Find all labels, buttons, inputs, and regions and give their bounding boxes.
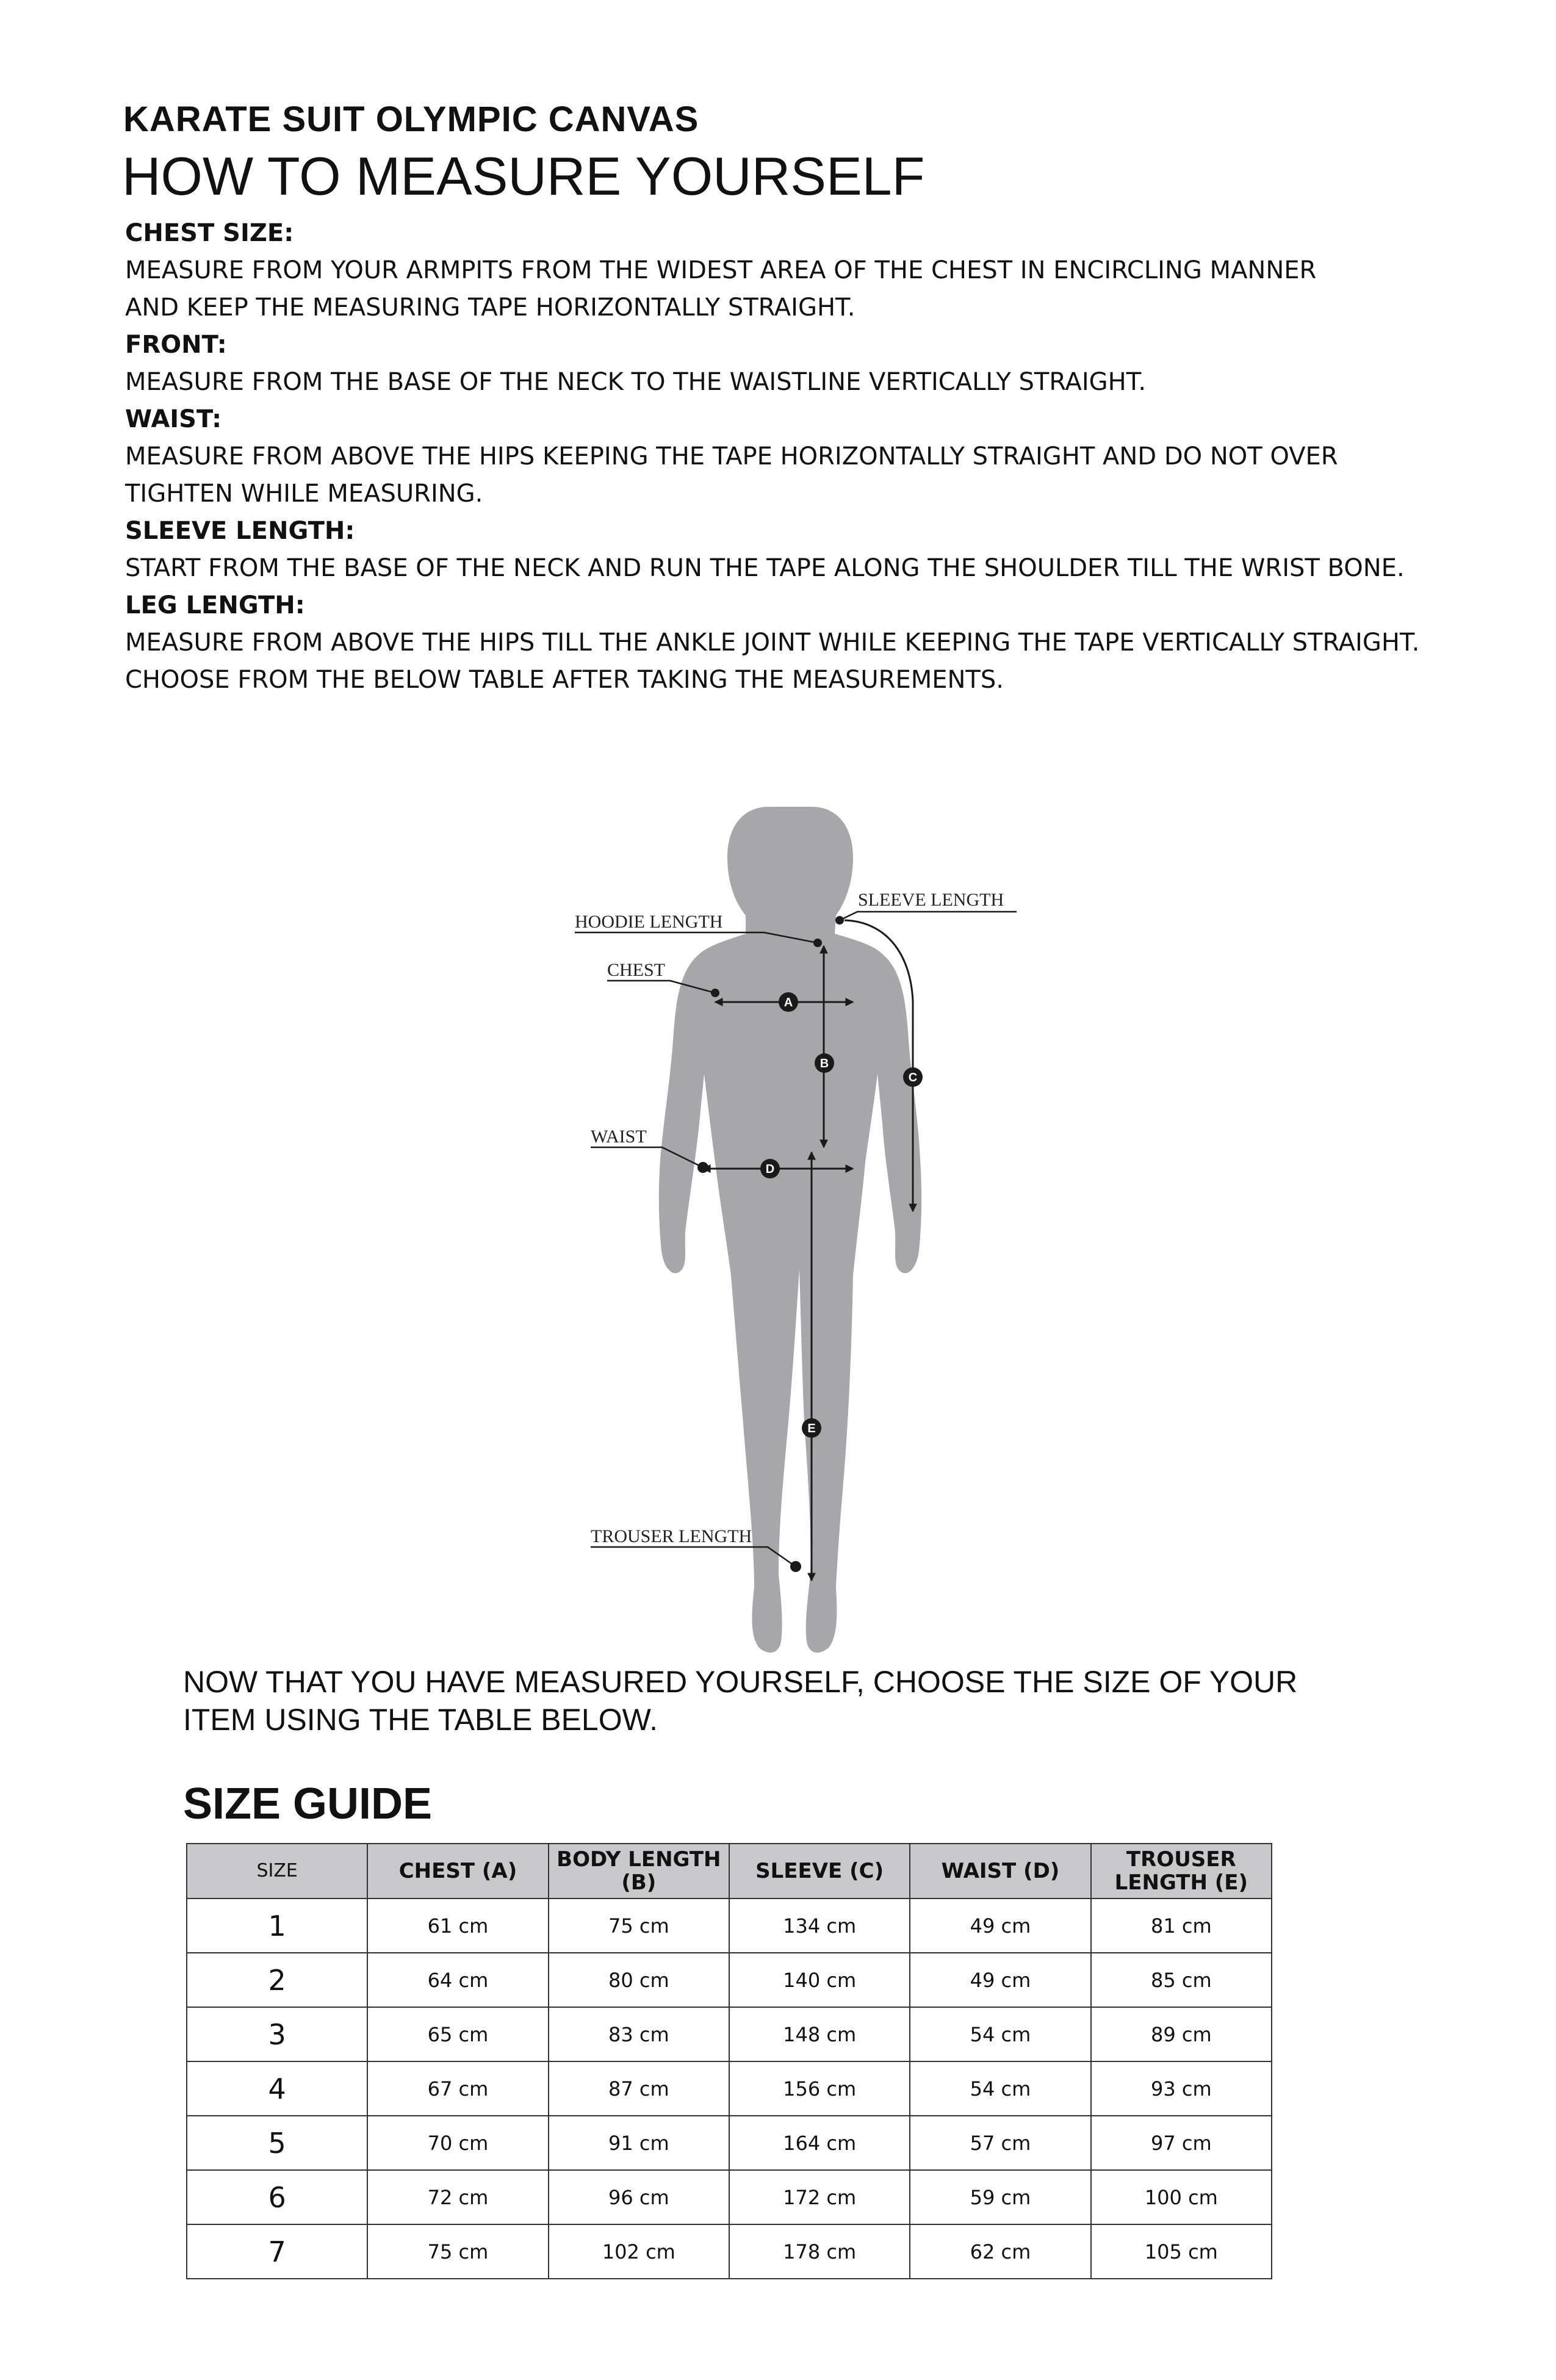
instruction-line: MEASURE FROM THE BASE OF THE NECK TO THE WAISTLINE VERTICALLY STRAIGHT. [125, 368, 1147, 396]
marker-e [802, 1418, 821, 1438]
table-cell: 100 cm [1091, 2170, 1272, 2224]
table-header-row [187, 1844, 1272, 1899]
instruction-leg [125, 587, 1468, 699]
table-cell: 91 cm [549, 2116, 729, 2170]
instruction-line: MEASURE FROM YOUR ARMPITS FROM THE WIDEST AREA OF THE CHEST IN ENCIRCLING MANNER [125, 256, 1317, 284]
table-cell: 148 cm [729, 2007, 910, 2061]
instruction-heading: WAIST: [125, 405, 222, 433]
column-header: BODY LENGTH (B) [549, 1844, 729, 1899]
table-cell: 164 cm [729, 2116, 910, 2170]
table-cell: 93 cm [1091, 2061, 1272, 2116]
table-cell: 75 cm [367, 2224, 548, 2279]
label-hoodie-length: HOODIE LENGTH [575, 912, 723, 932]
table-cell: 54 cm [910, 2007, 1090, 2061]
body-measurement-figure [549, 793, 1037, 1660]
column-header: CHEST (A) [367, 1844, 548, 1899]
label-sleeve-length: SLEEVE LENGTH [858, 890, 1004, 910]
table-cell: 105 cm [1091, 2224, 1272, 2279]
table-cell: 72 cm [367, 2170, 548, 2224]
table-cell: 75 cm [549, 1899, 729, 1953]
table-cell: 156 cm [729, 2061, 910, 2116]
table-cell: 54 cm [910, 2061, 1090, 2116]
choose-note-line: ITEM USING THE TABLE BELOW. [183, 1703, 658, 1737]
table-row [187, 2224, 1272, 2279]
table-cell: 49 cm [910, 1899, 1090, 1953]
table-cell: 85 cm [1091, 1953, 1272, 2007]
table-cell: 49 cm [910, 1953, 1090, 2007]
instruction-chest [125, 215, 1468, 326]
size-cell: 4 [187, 2061, 367, 2116]
size-cell: 5 [187, 2116, 367, 2170]
table-cell: 65 cm [367, 2007, 548, 2061]
column-header: SIZE [187, 1844, 367, 1899]
table-cell: 62 cm [910, 2224, 1090, 2279]
instruction-line: START FROM THE BASE OF THE NECK AND RUN THE TAPE ALONG THE SHOULDER TILL THE WRIST BONE. [125, 554, 1405, 582]
instruction-heading: CHEST SIZE: [125, 219, 294, 247]
choose-note-line: NOW THAT YOU HAVE MEASURED YOURSELF, CHOOSE THE SIZE OF YOUR [183, 1665, 1298, 1699]
size-guide-table [186, 1843, 1272, 2279]
table-cell: 83 cm [549, 2007, 729, 2061]
table-cell: 87 cm [549, 2061, 729, 2116]
marker-c-text: C [908, 1071, 918, 1084]
table-row [187, 2061, 1272, 2116]
table-row [187, 2170, 1272, 2224]
table-cell: 172 cm [729, 2170, 910, 2224]
size-cell: 2 [187, 1953, 367, 2007]
marker-e-text: E [807, 1422, 816, 1435]
table-cell: 61 cm [367, 1899, 548, 1953]
table-cell: 89 cm [1091, 2007, 1272, 2061]
size-cell: 3 [187, 2007, 367, 2061]
size-cell: 6 [187, 2170, 367, 2224]
table-cell: 140 cm [729, 1953, 910, 2007]
product-title: KARATE SUIT OLYMPIC CANVAS [123, 99, 699, 139]
instruction-line: CHOOSE FROM THE BELOW TABLE AFTER TAKING THE MEASUREMENTS. [125, 666, 1004, 694]
table-row [187, 2116, 1272, 2170]
label-trouser-length: TROUSER LENGTH [591, 1526, 752, 1546]
marker-b [815, 1053, 834, 1073]
marker-d-text: D [765, 1163, 775, 1176]
instruction-waist [125, 401, 1468, 513]
marker-b-text: B [819, 1057, 829, 1070]
column-header: WAIST (D) [910, 1844, 1090, 1899]
table-body [187, 1899, 1272, 2279]
instruction-front [125, 326, 1468, 401]
size-cell: 1 [187, 1899, 367, 1953]
instruction-line: TIGHTEN WHILE MEASURING. [125, 480, 483, 508]
table-row [187, 1899, 1272, 1953]
instruction-heading: FRONT: [125, 331, 227, 359]
column-header: TROUSER LENGTH (E) [1091, 1844, 1272, 1899]
instruction-heading: LEG LENGTH: [125, 591, 305, 619]
instruction-heading: SLEEVE LENGTH: [125, 517, 355, 545]
table-cell: 102 cm [549, 2224, 729, 2279]
table-cell: 81 cm [1091, 1899, 1272, 1953]
marker-a [779, 992, 798, 1012]
table-cell: 67 cm [367, 2061, 548, 2116]
instruction-line: AND KEEP THE MEASURING TAPE HORIZONTALLY STRAIGHT. [125, 294, 855, 322]
instruction-sleeve [125, 513, 1468, 587]
table-cell: 178 cm [729, 2224, 910, 2279]
instruction-line: MEASURE FROM ABOVE THE HIPS KEEPING THE TAPE HORIZONTALLY STRAIGHT AND DO NOT OVER [125, 442, 1338, 471]
column-header: SLEEVE (C) [729, 1844, 910, 1899]
table-cell: 70 cm [367, 2116, 548, 2170]
choose-size-note [183, 1663, 1342, 1739]
label-waist: WAIST [591, 1127, 647, 1147]
table-cell: 80 cm [549, 1953, 729, 2007]
table-cell: 97 cm [1091, 2116, 1272, 2170]
size-cell: 7 [187, 2224, 367, 2279]
table-cell: 134 cm [729, 1899, 910, 1953]
table-row [187, 1953, 1272, 2007]
label-chest: CHEST [607, 960, 666, 980]
table-cell: 64 cm [367, 1953, 548, 2007]
table-row [187, 2007, 1272, 2061]
size-guide-title: SIZE GUIDE [183, 1780, 433, 1828]
instruction-line: MEASURE FROM ABOVE THE HIPS TILL THE ANKLE JOINT WHILE KEEPING THE TAPE VERTICALLY STRAIGHT. [125, 629, 1420, 657]
table-cell: 57 cm [910, 2116, 1090, 2170]
marker-d [760, 1159, 780, 1178]
marker-c [903, 1067, 923, 1087]
page-heading: HOW TO MEASURE YOURSELF [122, 146, 925, 206]
measurement-instructions [125, 215, 1468, 699]
table-cell: 96 cm [549, 2170, 729, 2224]
marker-a-text: A [783, 996, 793, 1009]
table-cell: 59 cm [910, 2170, 1090, 2224]
